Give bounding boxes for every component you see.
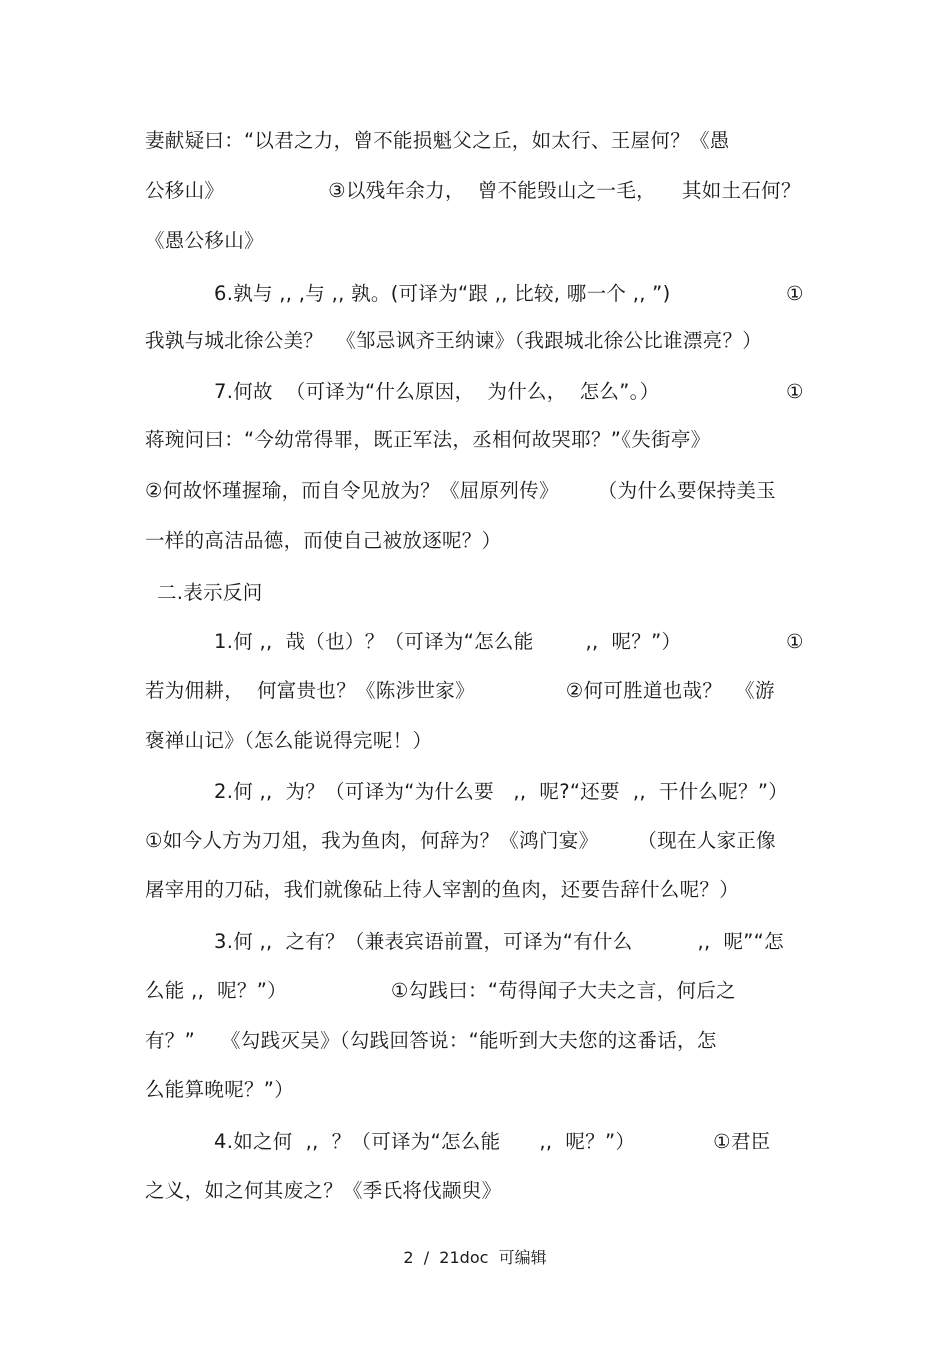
text-line: 4.如之何 ,, ？（可译为“怎么能 ,, 呢？”） ①君臣 [214,1130,771,1153]
text-line: 1.何 ,, 哉（也）？（可译为“怎么能 ,, 呢？”） [214,630,682,653]
page-footer: 2 / 21doc 可编辑 [403,1248,547,1267]
text-line: 蒋琬问曰：“今幼常得罪，既正军法，丞相何故哭耶？”《失街亭》 [145,428,711,451]
text-line: 有？” 《勾践灭吴》（勾践回答说：“能听到大夫您的这番话，怎 [145,1029,717,1052]
text-line: 7.何故 （可译为“什么原因， 为什么， 怎么”。） [214,380,660,403]
text-line: ①如今人方为刀俎，我为鱼肉，何辞为？《鸿门宴》 （现在人家正像 [145,829,776,852]
section-heading: 二.表示反问 [157,581,263,604]
text-line: 3.何 ,, 之有？（兼表宾语前置，可译为“有什么 ,, 呢”“怎 [214,930,784,953]
text-line: 么能 ,, 呢？”） ①勾践曰：“苟得闻子大夫之言，何后之 [145,979,736,1002]
circled-number-marker: ① [786,282,804,305]
text-line: 褒禅山记》（怎么能说得完呢！） [145,729,433,752]
text-line: 2.何 ,, 为？（可译为“为什么要 ,, 呢?“还要 ,, 干什么呢？”） [214,780,789,803]
text-line: 6.孰与 ,, ,与 ,, 孰。(可译为“跟 ,, 比较, 哪一个 ,, ”) [214,282,671,305]
text-line: 若为佣耕， 何富贵也？《陈涉世家》 ②何可胜道也哉？ 《游 [145,679,775,702]
circled-number-marker: ① [786,630,804,653]
text-line: 《愚公移山》 [145,229,264,252]
text-line: 么能算晚呢？”） [145,1078,295,1101]
text-line: ②何故怀瑾握瑜，而自令见放为？《屈原列传》 （为什么要保持美玉 [145,479,776,502]
text-line: 妻献疑曰：“以君之力，曾不能损魁父之丘，如太行、王屋何？《愚 [145,129,730,152]
text-line: 公移山》 ③以残年余力， 曾不能毁山之一毛， 其如土石何？ [145,179,801,202]
text-line: 我孰与城北徐公美？ 《邹忌讽齐王纳谏》（我跟城北徐公比谁漂亮？） [145,329,763,352]
circled-number-marker: ① [786,380,804,403]
text-line: 一样的高洁品德，而使自己被放逐呢？） [145,529,502,552]
text-line: 之义，如之何其废之？《季氏将伐颛臾》 [145,1179,502,1202]
text-line: 屠宰用的刀砧，我们就像砧上待人宰割的鱼肉，还要告辞什么呢？） [145,878,740,901]
